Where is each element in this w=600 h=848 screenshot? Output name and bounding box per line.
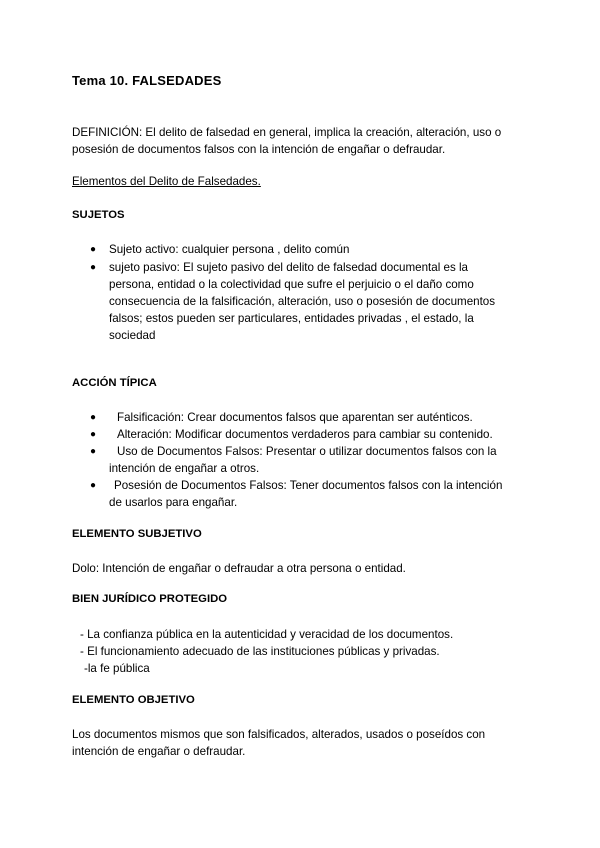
objetivo-line-2: intención de engañar o defraudar. xyxy=(72,745,246,758)
bullet-icon: ● xyxy=(90,244,97,255)
list-item-line: - La confianza pública en la autenticidad y veracidad de los documentos. xyxy=(80,628,454,641)
list-item-line: Sujeto activo: cualquier persona , delito común xyxy=(109,243,350,256)
accion-heading: ACCIÓN TÍPICA xyxy=(72,377,157,389)
accion-item-alteracion xyxy=(117,426,493,443)
list-item-line: falsos; estos pueden ser particulares, entidades privadas , el estado, la xyxy=(109,312,474,325)
subjetivo-heading: ELEMENTO SUBJETIVO xyxy=(72,528,202,540)
objetivo-heading: ELEMENTO OBJETIVO xyxy=(72,694,195,706)
list-item-line: sociedad xyxy=(109,329,156,342)
list-item-line: Uso de Documentos Falsos: Presentar o utilizar documentos falsos con la xyxy=(117,445,497,458)
bien-list xyxy=(80,626,453,677)
bullet-icon: ● xyxy=(90,480,97,491)
page-title: Tema 10. FALSEDADES xyxy=(72,73,222,88)
accion-item-uso xyxy=(109,443,497,477)
list-item-line: intención de engañar a otros. xyxy=(109,462,260,475)
definition-line-1: DEFINICIÓN: El delito de falsedad en general, implica la creación, alteración, uso o xyxy=(72,126,502,139)
list-item-line: Posesión de Documentos Falsos: Tener documentos falsos con la intención xyxy=(114,479,503,492)
list-item-line: Falsificación: Crear documentos falsos que aparentan ser auténticos. xyxy=(117,411,473,424)
objetivo-line-1: Los documentos mismos que son falsificados, alterados, usados o poseídos con xyxy=(72,728,486,741)
elements-link[interactable]: Elementos del Delito de Falsedades. xyxy=(72,175,261,188)
sujetos-item-pasivo xyxy=(109,259,495,344)
list-item-line: de usarlos para engañar. xyxy=(109,496,238,509)
sujetos-heading: SUJETOS xyxy=(72,209,125,221)
list-item-line: - El funcionamiento adecuado de las instituciones públicas y privadas. xyxy=(80,645,440,658)
list-item-line: sujeto pasivo: El sujeto pasivo del delito de falsedad documental es la xyxy=(109,261,468,274)
list-item-line: consecuencia de la falsificación, alteración, uso o posesión de documentos xyxy=(109,295,496,308)
subjetivo-text: Dolo: Intención de engañar o defraudar a otra persona o entidad. xyxy=(72,562,406,575)
definition-line-2: posesión de documentos falsos con la intención de engañar o defraudar. xyxy=(72,143,446,156)
accion-item-posesion xyxy=(109,477,502,511)
bullet-icon: ● xyxy=(90,262,97,273)
bien-heading: BIEN JURÍDICO PROTEGIDO xyxy=(72,593,228,605)
bullet-icon: ● xyxy=(90,412,97,423)
sujetos-item-activo xyxy=(109,241,349,258)
list-item-line: persona, entidad o la colectividad que sufre el perjuicio o el daño como xyxy=(109,278,474,291)
bullet-icon: ● xyxy=(90,429,97,440)
bullet-icon: ● xyxy=(90,446,97,457)
accion-item-falsificacion xyxy=(117,409,473,426)
list-item-line: -la fe pública xyxy=(84,662,150,675)
list-item-line: Alteración: Modificar documentos verdaderos para cambiar su contenido. xyxy=(117,428,493,441)
